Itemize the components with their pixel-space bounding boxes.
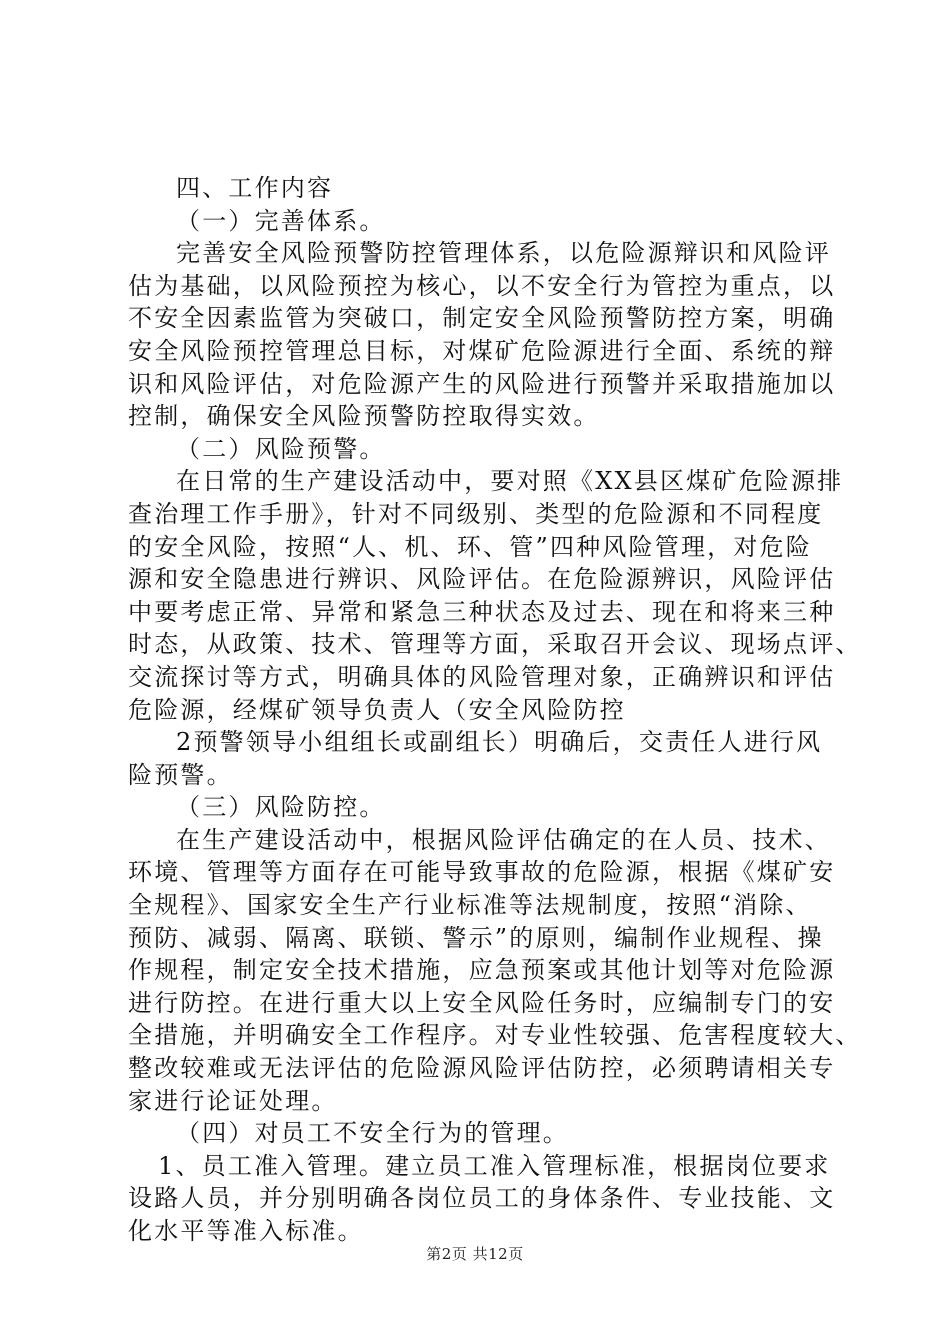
body-text-line: （二）风险预警。 [176,434,386,463]
body-text-line: 2预警领导小组组长或副组长）明确后，交责任人进行风 [176,728,823,757]
page-footer: 第2页 共12页 [426,1245,524,1263]
body-text-line: （一）完善体系。 [176,206,386,235]
body-text-line: 识和风险评估，对危险源产生的风险进行预警并采取措施加以 [128,369,836,398]
body-text-line: 中要考虑正常、异常和紧急三种状态及过去、现在和将来三种 [128,597,836,626]
body-text-line: 源和安全隐患进行辨识、风险评估。在危险源辨识，风险评估 [128,565,836,594]
body-text-line: 进行防控。在进行重大以上安全风险任务时，应编制专门的安 [128,988,836,1017]
body-text-line: 全措施，并明确安全工作程序。对专业性较强、危害程度较大、 [128,1021,862,1050]
body-text-line: 预防、减弱、隔离、联锁、警示”的原则，编制作业规程、操 [128,923,824,952]
body-text-line: 险预警。 [128,760,233,789]
body-text-line: 1、员工准入管理。建立员工准入管理标准，根据岗位要求 [158,1151,831,1180]
body-text-line: （三）风险防控。 [176,793,386,822]
document-body [128,172,862,1248]
body-text-line: 不安全因素监管为突破口，制定安全风险预警防控方案，明确 [128,304,836,333]
body-text-line: 设路人员，并分别明确各岗位员工的身体条件、专业技能、文 [128,1184,836,1213]
body-text-line: 估为基础，以风险预控为核心，以不安全行为管控为重点，以 [128,271,836,300]
body-text-line: 完善安全风险预警防控管理体系，以危险源辩识和风险评 [176,239,831,268]
body-text-line: 安全风险预控管理总目标，对煤矿危险源进行全面、系统的辩 [128,336,836,365]
body-text-line: 控制，确保安全风险预警防控取得实效。 [128,402,600,431]
body-text-line: 在生产建设活动中，根据风险评估确定的在人员、技术、 [176,825,831,854]
body-text-line: 危险源，经煤矿领导负责人（安全风险防控 [128,695,626,724]
body-text-line: 交流探讨等方式，明确具体的风险管理对象，正确辨识和评估 [128,662,836,691]
body-text-line: 的安全风险，按照“人、机、环、管”四种风险管理，对危险 [128,532,812,561]
body-text-line: 四、工作内容 [176,174,334,202]
body-text-line: 环境、管理等方面存在可能导致事故的危险源，根据《煤矿安 [128,858,836,887]
body-text-line: 全规程》、国家安全生产行业标准等法规制度，按照“消除、 [128,891,812,920]
body-text-line: （四）对员工不安全行为的管理。 [176,1119,569,1148]
body-text-line: 作规程，制定安全技术措施，应急预案或其他计划等对危险源 [128,956,836,985]
body-text-line: 时态，从政策、技术、管理等方面，采取召开会议、现场点评、 [128,630,862,659]
body-text-line: 整改较难或无法评估的危险源风险评估防控，必须聘请相关专 [128,1054,836,1083]
body-text-line: 查治理工作手册》，针对不同级别、类型的危险源和不同程度 [128,499,824,528]
body-text-line: 家进行论证处理。 [128,1086,338,1115]
body-text-line: 化水平等准入标准。 [128,1217,364,1245]
body-text-line: 在日常的生产建设活动中，要对照《XX县区煤矿危险源排 [176,467,844,496]
